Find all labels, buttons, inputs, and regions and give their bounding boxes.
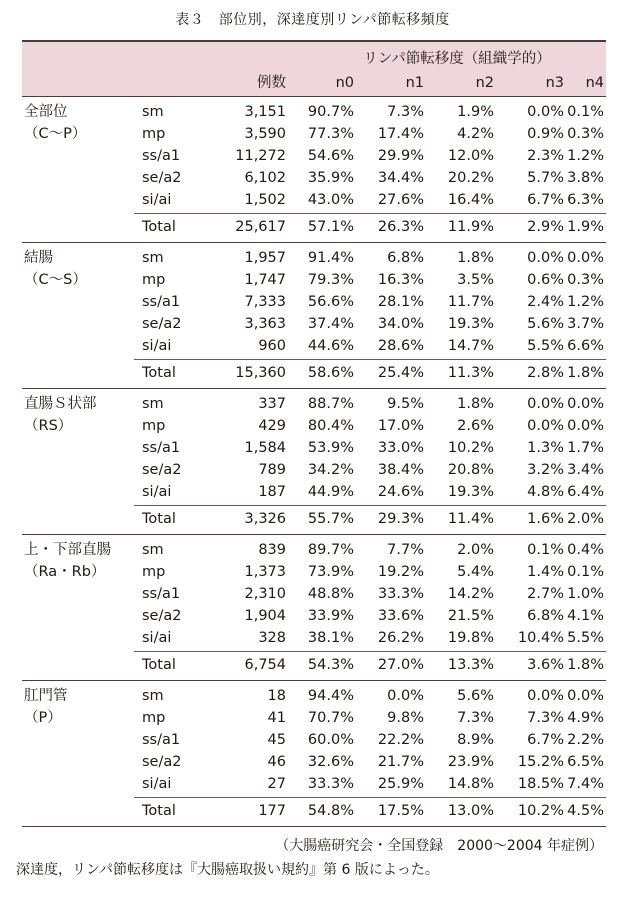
cell-count: 3,590 [244,126,286,142]
cell-n2: 1.8% [457,396,494,412]
cell-n1: 6.8% [387,250,424,266]
header-n4: n4 [585,75,604,91]
table-row [22,729,606,751]
cell-n3: 5.5% [527,338,564,354]
cell-n1: 17.4% [377,126,424,142]
cell-n1: 9.8% [387,710,424,726]
cell-n1: 16.3% [377,272,424,288]
site-code: （C〜S） [24,272,87,288]
cell-n4: 6.4% [567,484,604,500]
cell-n4: 3.7% [567,316,604,332]
total-n2: 11.9% [447,219,494,235]
table-row [22,707,606,729]
site-code: （RS） [24,418,73,434]
cell-count: 328 [258,630,286,646]
cell-n3: 4.8% [527,484,564,500]
header-n1: n1 [405,75,424,91]
header-n0: n0 [335,75,354,91]
cell-n0: 91.4% [307,250,354,266]
total-depth: Total [142,803,176,819]
cell-count: 11,272 [235,148,286,164]
total-row [22,216,606,238]
cell-n4: 0.1% [567,564,604,580]
cell-n0: 70.7% [307,710,354,726]
cell-depth: si/ai [142,192,172,208]
cell-n0: 43.0% [307,192,354,208]
cell-n2: 16.4% [447,192,494,208]
total-n3: 10.2% [517,803,564,819]
table-row [22,685,606,707]
site-group [22,243,606,389]
cell-n4: 6.5% [567,754,604,770]
cell-count: 46 [267,754,286,770]
table-row [22,335,606,357]
cell-n0: 44.6% [307,338,354,354]
table-row [22,167,606,189]
cell-n3: 15.2% [517,754,564,770]
total-depth: Total [142,365,176,381]
cell-n3: 3.2% [527,462,564,478]
total-divider [134,359,606,360]
total-n3: 2.9% [527,219,564,235]
table-row [22,269,606,291]
table-row [22,313,606,335]
cell-n4: 0.3% [567,272,604,288]
cell-n3: 0.0% [527,418,564,434]
cell-n3: 2.4% [527,294,564,310]
cell-n3: 1.3% [527,440,564,456]
definition-note: 深達度，リンパ節転移度は『大腸癌取扱い規約』第 6 版によった。 [16,862,439,878]
cell-n4: 7.4% [567,776,604,792]
cell-n2: 10.2% [447,440,494,456]
site-name: 直腸Ｓ状部 [24,396,97,412]
total-count: 177 [258,803,286,819]
table-row [22,101,606,123]
site-code: （Ra・Rb） [24,564,106,580]
cell-n2: 20.8% [447,462,494,478]
cell-n3: 6.7% [527,192,564,208]
total-n0: 54.8% [307,803,354,819]
cell-n0: 54.6% [307,148,354,164]
total-n3: 2.8% [527,365,564,381]
cell-depth: sm [142,396,164,412]
cell-n0: 77.3% [307,126,354,142]
cell-n0: 32.6% [307,754,354,770]
table-title: 表３ 部位別，深達度別リンパ節転移頻度 [175,12,450,28]
cell-n4: 2.2% [567,732,604,748]
cell-count: 839 [258,542,286,558]
header-n2: n2 [475,75,494,91]
total-n3: 1.6% [527,511,564,527]
cell-count: 789 [258,462,286,478]
total-n2: 11.4% [447,511,494,527]
table-row [22,481,606,503]
cell-n1: 22.2% [377,732,424,748]
header-count: 例数 [257,75,286,91]
cell-n0: 88.7% [307,396,354,412]
total-count: 6,754 [244,657,286,673]
total-count: 15,360 [235,365,286,381]
site-name: 全部位 [24,104,68,120]
cell-n2: 8.9% [457,732,494,748]
site-group [22,681,606,827]
cell-n4: 1.0% [567,586,604,602]
cell-n0: 33.9% [307,608,354,624]
table-row [22,291,606,313]
cell-n3: 6.7% [527,732,564,748]
cell-depth: mp [142,418,166,434]
table-row [22,415,606,437]
cell-n1: 0.0% [387,688,424,704]
cell-n0: 44.9% [307,484,354,500]
cell-n2: 14.7% [447,338,494,354]
cell-n1: 28.1% [377,294,424,310]
cell-n3: 5.7% [527,170,564,186]
cell-n3: 0.0% [527,688,564,704]
cell-n1: 26.2% [377,630,424,646]
cell-n3: 7.3% [527,710,564,726]
cell-n2: 2.6% [457,418,494,434]
source-note: （大腸癌研究会・全国登録 2000〜2004 年症例） [275,838,603,854]
cell-n2: 19.3% [447,484,494,500]
cell-n3: 0.0% [527,396,564,412]
cell-n3: 5.6% [527,316,564,332]
site-code: （P） [24,710,62,726]
table-row [22,561,606,583]
site-group [22,97,606,243]
cell-n1: 33.3% [377,586,424,602]
cell-n1: 19.2% [377,564,424,580]
table-row [22,437,606,459]
cell-n0: 35.9% [307,170,354,186]
site-name: 肛門管 [24,688,68,704]
cell-count: 1,957 [244,250,286,266]
cell-n0: 48.8% [307,586,354,602]
total-n4: 1.8% [567,657,604,673]
total-depth: Total [142,511,176,527]
cell-n2: 3.5% [457,272,494,288]
total-row [22,654,606,676]
cell-count: 1,904 [244,608,286,624]
cell-n0: 79.3% [307,272,354,288]
cell-n4: 0.0% [567,418,604,434]
total-n1: 17.5% [377,803,424,819]
cell-depth: se/a2 [142,608,182,624]
header-columns [22,72,606,94]
cell-n3: 0.1% [527,542,564,558]
table-row [22,751,606,773]
cell-n2: 14.2% [447,586,494,602]
total-divider [134,213,606,214]
cell-count: 1,373 [244,564,286,580]
cell-n4: 4.1% [567,608,604,624]
cell-count: 27 [267,776,286,792]
cell-n3: 6.8% [527,608,564,624]
total-n1: 26.3% [377,219,424,235]
cell-n2: 14.8% [447,776,494,792]
total-n1: 25.4% [377,365,424,381]
cell-n3: 0.0% [527,250,564,266]
cell-n0: 73.9% [307,564,354,580]
table-row [22,605,606,627]
site-group [22,389,606,535]
total-n0: 58.6% [307,365,354,381]
cell-n4: 0.0% [567,250,604,266]
total-n4: 2.0% [567,511,604,527]
total-n3: 3.6% [527,657,564,673]
cell-depth: mp [142,126,166,142]
cell-count: 429 [258,418,286,434]
cell-n2: 23.9% [447,754,494,770]
cell-n3: 0.6% [527,272,564,288]
cell-n2: 7.3% [457,710,494,726]
cell-n2: 20.2% [447,170,494,186]
cell-n1: 34.0% [377,316,424,332]
cell-n4: 6.6% [567,338,604,354]
cell-depth: se/a2 [142,754,182,770]
cell-depth: sm [142,104,164,120]
total-n2: 13.0% [447,803,494,819]
table-row [22,773,606,795]
cell-n3: 1.4% [527,564,564,580]
cell-n0: 94.4% [307,688,354,704]
cell-n2: 19.3% [447,316,494,332]
total-n2: 13.3% [447,657,494,673]
table-row [22,247,606,269]
table-body [22,97,606,827]
total-n1: 27.0% [377,657,424,673]
cell-n2: 1.8% [457,250,494,266]
cell-n3: 10.4% [517,630,564,646]
cell-n4: 1.2% [567,148,604,164]
cell-count: 45 [267,732,286,748]
total-n0: 57.1% [307,219,354,235]
cell-n1: 17.0% [377,418,424,434]
cell-n0: 34.2% [307,462,354,478]
cell-count: 1,584 [244,440,286,456]
cell-count: 1,502 [244,192,286,208]
cell-count: 960 [258,338,286,354]
total-count: 3,326 [244,511,286,527]
cell-depth: si/ai [142,630,172,646]
cell-n3: 0.9% [527,126,564,142]
cell-n2: 2.0% [457,542,494,558]
cell-n3: 0.0% [527,104,564,120]
cell-n1: 33.0% [377,440,424,456]
cell-n1: 28.6% [377,338,424,354]
cell-n2: 12.0% [447,148,494,164]
total-n4: 1.8% [567,365,604,381]
table-row [22,539,606,561]
cell-n4: 3.4% [567,462,604,478]
cell-depth: sm [142,250,164,266]
cell-depth: ss/a1 [142,586,181,602]
total-row [22,800,606,822]
cell-n0: 90.7% [307,104,354,120]
cell-count: 2,310 [244,586,286,602]
cell-n0: 33.3% [307,776,354,792]
cell-n1: 29.9% [377,148,424,164]
table-row [22,123,606,145]
cell-n0: 60.0% [307,732,354,748]
cell-count: 3,151 [244,104,286,120]
cell-n4: 0.0% [567,688,604,704]
cell-depth: ss/a1 [142,732,181,748]
cell-n2: 5.6% [457,688,494,704]
cell-n1: 7.7% [387,542,424,558]
cell-depth: se/a2 [142,462,182,478]
cell-n1: 7.3% [387,104,424,120]
cell-n1: 27.6% [377,192,424,208]
cell-n4: 0.4% [567,542,604,558]
total-row [22,362,606,384]
cell-depth: si/ai [142,484,172,500]
table-row [22,189,606,211]
cell-depth: se/a2 [142,316,182,332]
total-divider [134,651,606,652]
table-row [22,583,606,605]
cell-depth: si/ai [142,338,172,354]
cell-n2: 19.8% [447,630,494,646]
total-n4: 1.9% [567,219,604,235]
total-n1: 29.3% [377,511,424,527]
cell-n4: 1.2% [567,294,604,310]
cell-depth: si/ai [142,776,172,792]
total-count: 25,617 [235,219,286,235]
cell-count: 41 [267,710,286,726]
total-n0: 54.3% [307,657,354,673]
cell-depth: ss/a1 [142,148,181,164]
total-n4: 4.5% [567,803,604,819]
total-n0: 55.7% [307,511,354,527]
cell-count: 3,363 [244,316,286,332]
cell-n4: 5.5% [567,630,604,646]
cell-count: 7,333 [244,294,286,310]
cell-count: 337 [258,396,286,412]
cell-n1: 24.6% [377,484,424,500]
group-column-title: リンパ節転移度（組織学的） [363,51,551,67]
cell-depth: ss/a1 [142,294,181,310]
cell-n3: 2.3% [527,148,564,164]
cell-n0: 38.1% [307,630,354,646]
header-n3: n3 [545,75,564,91]
cell-depth: se/a2 [142,170,182,186]
lymph-node-metastasis-table [22,40,606,827]
cell-n2: 1.9% [457,104,494,120]
site-name: 結腸 [24,250,53,266]
cell-n4: 3.8% [567,170,604,186]
table-row [22,393,606,415]
cell-n4: 0.0% [567,396,604,412]
total-divider [134,797,606,798]
total-depth: Total [142,219,176,235]
table-row [22,627,606,649]
site-name: 上・下部直腸 [24,542,111,558]
cell-n0: 89.7% [307,542,354,558]
cell-n4: 0.3% [567,126,604,142]
cell-n2: 21.5% [447,608,494,624]
cell-depth: mp [142,564,166,580]
cell-depth: mp [142,272,166,288]
table-row [22,459,606,481]
cell-n1: 38.4% [377,462,424,478]
total-row [22,508,606,530]
cell-n3: 18.5% [517,776,564,792]
cell-n4: 4.9% [567,710,604,726]
cell-n0: 56.6% [307,294,354,310]
cell-n4: 1.7% [567,440,604,456]
cell-count: 18 [267,688,286,704]
total-depth: Total [142,657,176,673]
cell-count: 1,747 [244,272,286,288]
cell-n0: 53.9% [307,440,354,456]
table-header [22,42,606,97]
cell-depth: ss/a1 [142,440,181,456]
cell-n3: 2.7% [527,586,564,602]
cell-n4: 6.3% [567,192,604,208]
site-code: （C〜P） [24,126,87,142]
cell-n1: 34.4% [377,170,424,186]
cell-n2: 5.4% [457,564,494,580]
site-group [22,535,606,681]
cell-n0: 37.4% [307,316,354,332]
cell-count: 6,102 [244,170,286,186]
total-n2: 11.3% [447,365,494,381]
cell-depth: mp [142,710,166,726]
cell-n1: 25.9% [377,776,424,792]
cell-n1: 33.6% [377,608,424,624]
table-row [22,145,606,167]
cell-count: 187 [258,484,286,500]
cell-n0: 80.4% [307,418,354,434]
cell-n4: 0.1% [567,104,604,120]
cell-n2: 4.2% [457,126,494,142]
cell-depth: sm [142,688,164,704]
total-divider [134,505,606,506]
cell-n1: 9.5% [387,396,424,412]
cell-n1: 21.7% [377,754,424,770]
cell-depth: sm [142,542,164,558]
cell-n2: 11.7% [447,294,494,310]
